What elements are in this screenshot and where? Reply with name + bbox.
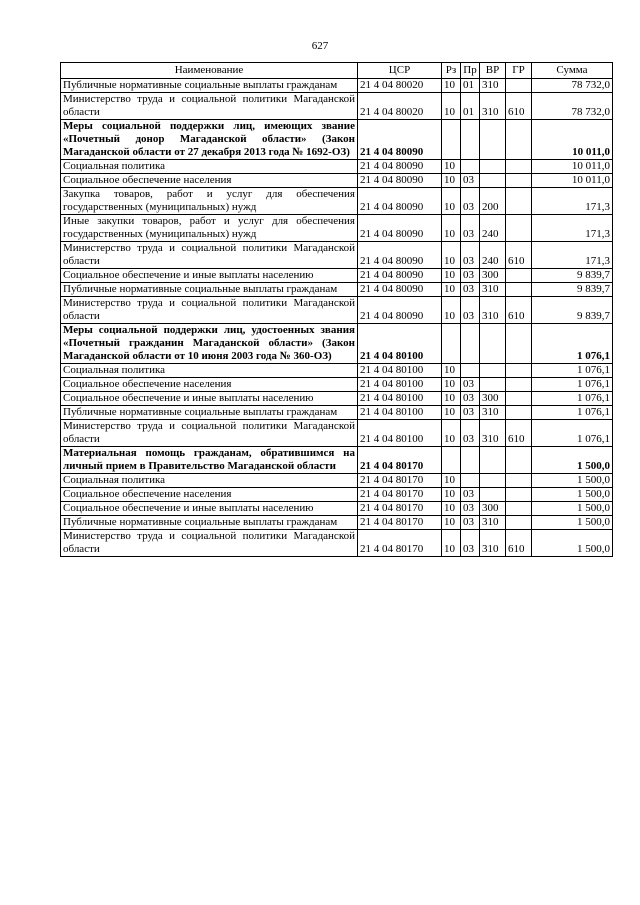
cell-pr: 03 (461, 215, 480, 242)
table-row (61, 269, 613, 283)
cell-rz (442, 120, 461, 160)
cell-name: Материальная помощь гражданам, обратившимся на личный прием в Правительство Магаданской области (61, 447, 358, 474)
table-row (61, 447, 613, 474)
cell-rz: 10 (442, 283, 461, 297)
col-header-gr: ГР (506, 63, 532, 79)
cell-rz: 10 (442, 420, 461, 447)
cell-gr (506, 392, 532, 406)
cell-sum: 1 500,0 (532, 502, 613, 516)
cell-pr: 03 (461, 502, 480, 516)
table-row (61, 530, 613, 557)
cell-rz: 10 (442, 502, 461, 516)
cell-rz: 10 (442, 93, 461, 120)
cell-gr (506, 378, 532, 392)
cell-name: Социальное обеспечение населения (61, 488, 358, 502)
cell-pr: 03 (461, 516, 480, 530)
cell-sum: 9 839,7 (532, 269, 613, 283)
cell-rz: 10 (442, 364, 461, 378)
cell-sum: 171,3 (532, 188, 613, 215)
cell-sum: 1 076,1 (532, 324, 613, 364)
cell-vr (480, 488, 506, 502)
table-row (61, 188, 613, 215)
cell-vr: 310 (480, 93, 506, 120)
cell-sum: 171,3 (532, 242, 613, 269)
cell-vr: 310 (480, 530, 506, 557)
table-row (61, 420, 613, 447)
cell-csr: 21 4 04 80090 (358, 215, 442, 242)
cell-csr: 21 4 04 80100 (358, 420, 442, 447)
cell-csr: 21 4 04 80170 (358, 474, 442, 488)
cell-sum: 78 732,0 (532, 79, 613, 93)
cell-name: Социальное обеспечение населения (61, 174, 358, 188)
cell-gr (506, 488, 532, 502)
cell-gr: 610 (506, 93, 532, 120)
cell-name: Иные закупки товаров, работ и услуг для обеспечения государственных (муниципальных) нужд (61, 215, 358, 242)
cell-csr: 21 4 04 80100 (358, 392, 442, 406)
cell-csr: 21 4 04 80100 (358, 406, 442, 420)
col-header-pr: Пр (461, 63, 480, 79)
table-row (61, 324, 613, 364)
cell-name: Министерство труда и социальной политики Магаданской области (61, 242, 358, 269)
table-row (61, 516, 613, 530)
cell-name: Меры социальной поддержки лиц, имеющих звание «Почетный донор Магаданской области» (Закон Магаданской области от 27 декабря 2013 года № 1692-ОЗ) (61, 120, 358, 160)
cell-sum: 1 076,1 (532, 378, 613, 392)
cell-rz: 10 (442, 516, 461, 530)
cell-sum: 9 839,7 (532, 297, 613, 324)
cell-gr: 610 (506, 242, 532, 269)
table-row (61, 297, 613, 324)
cell-name: Публичные нормативные социальные выплаты гражданам (61, 406, 358, 420)
cell-sum: 10 011,0 (532, 120, 613, 160)
cell-name: Меры социальной поддержки лиц, удостоенных звания «Почетный гражданин Магаданской области» (Закон Магаданской области от 10 июня 2003 года № 360-ОЗ) (61, 324, 358, 364)
cell-sum: 1 500,0 (532, 488, 613, 502)
cell-pr (461, 447, 480, 474)
cell-rz: 10 (442, 488, 461, 502)
cell-gr: 610 (506, 420, 532, 447)
page-number: 627 (311, 40, 329, 52)
cell-name: Социальное обеспечение населения (61, 378, 358, 392)
cell-pr: 03 (461, 378, 480, 392)
table-row (61, 502, 613, 516)
table-row (61, 242, 613, 269)
cell-sum: 10 011,0 (532, 160, 613, 174)
cell-rz (442, 447, 461, 474)
table-header-row (61, 63, 613, 79)
cell-gr (506, 502, 532, 516)
cell-sum: 78 732,0 (532, 93, 613, 120)
cell-rz: 10 (442, 188, 461, 215)
cell-rz: 10 (442, 297, 461, 324)
col-header-name: Наименование (61, 63, 358, 79)
cell-vr: 240 (480, 215, 506, 242)
cell-sum: 1 076,1 (532, 364, 613, 378)
cell-name: Социальное обеспечение и иные выплаты населению (61, 502, 358, 516)
table-body (61, 79, 613, 557)
cell-vr (480, 378, 506, 392)
table-row (61, 120, 613, 160)
cell-vr: 310 (480, 516, 506, 530)
col-header-rz: Рз (442, 63, 461, 79)
cell-vr: 300 (480, 392, 506, 406)
cell-rz: 10 (442, 242, 461, 269)
cell-pr (461, 324, 480, 364)
cell-csr: 21 4 04 80020 (358, 79, 442, 93)
cell-sum: 1 076,1 (532, 392, 613, 406)
cell-vr: 310 (480, 297, 506, 324)
cell-name: Публичные нормативные социальные выплаты гражданам (61, 516, 358, 530)
cell-rz: 10 (442, 530, 461, 557)
cell-csr: 21 4 04 80090 (358, 297, 442, 324)
table-row (61, 392, 613, 406)
cell-vr (480, 160, 506, 174)
cell-pr (461, 364, 480, 378)
cell-vr: 300 (480, 502, 506, 516)
cell-gr (506, 188, 532, 215)
cell-csr: 21 4 04 80090 (358, 160, 442, 174)
cell-gr (506, 364, 532, 378)
cell-pr (461, 120, 480, 160)
cell-name: Социальная политика (61, 160, 358, 174)
cell-vr: 300 (480, 269, 506, 283)
cell-gr (506, 269, 532, 283)
cell-pr: 03 (461, 488, 480, 502)
cell-vr: 310 (480, 406, 506, 420)
cell-vr (480, 447, 506, 474)
budget-table (60, 62, 613, 557)
cell-vr (480, 120, 506, 160)
cell-gr (506, 79, 532, 93)
cell-csr: 21 4 04 80090 (358, 188, 442, 215)
cell-vr: 200 (480, 188, 506, 215)
cell-pr: 03 (461, 269, 480, 283)
table-row (61, 474, 613, 488)
col-header-sum: Сумма (532, 63, 613, 79)
table-row (61, 364, 613, 378)
cell-csr: 21 4 04 80090 (358, 269, 442, 283)
cell-vr (480, 364, 506, 378)
cell-pr: 03 (461, 392, 480, 406)
col-header-vr: ВР (480, 63, 506, 79)
cell-csr: 21 4 04 80090 (358, 242, 442, 269)
cell-csr: 21 4 04 80090 (358, 174, 442, 188)
cell-pr: 03 (461, 406, 480, 420)
col-header-csr: ЦСР (358, 63, 442, 79)
cell-pr: 03 (461, 174, 480, 188)
cell-vr (480, 174, 506, 188)
cell-rz: 10 (442, 392, 461, 406)
cell-rz (442, 324, 461, 364)
cell-sum: 10 011,0 (532, 174, 613, 188)
cell-gr (506, 447, 532, 474)
cell-csr: 21 4 04 80170 (358, 488, 442, 502)
cell-pr: 03 (461, 283, 480, 297)
cell-rz: 10 (442, 474, 461, 488)
cell-vr: 310 (480, 283, 506, 297)
cell-csr: 21 4 04 80100 (358, 324, 442, 364)
cell-gr (506, 160, 532, 174)
cell-gr (506, 516, 532, 530)
table-row (61, 488, 613, 502)
cell-rz: 10 (442, 79, 461, 93)
cell-rz: 10 (442, 215, 461, 242)
cell-name: Министерство труда и социальной политики Магаданской области (61, 93, 358, 120)
cell-vr: 310 (480, 79, 506, 93)
cell-name: Социальное обеспечение и иные выплаты населению (61, 392, 358, 406)
cell-gr: 610 (506, 297, 532, 324)
cell-csr: 21 4 04 80020 (358, 93, 442, 120)
table-row (61, 174, 613, 188)
cell-sum: 1 500,0 (532, 530, 613, 557)
cell-vr: 310 (480, 420, 506, 447)
cell-pr: 01 (461, 79, 480, 93)
table-row (61, 93, 613, 120)
table-row (61, 160, 613, 174)
cell-name: Социальная политика (61, 364, 358, 378)
cell-vr: 240 (480, 242, 506, 269)
cell-csr: 21 4 04 80100 (358, 364, 442, 378)
cell-vr (480, 474, 506, 488)
cell-csr: 21 4 04 80170 (358, 530, 442, 557)
cell-vr (480, 324, 506, 364)
cell-csr: 21 4 04 80170 (358, 447, 442, 474)
cell-sum: 1 500,0 (532, 447, 613, 474)
cell-name: Закупка товаров, работ и услуг для обеспечения государственных (муниципальных) нужд (61, 188, 358, 215)
cell-gr (506, 324, 532, 364)
cell-name: Министерство труда и социальной политики Магаданской области (61, 297, 358, 324)
cell-rz: 10 (442, 269, 461, 283)
cell-name: Социальное обеспечение и иные выплаты населению (61, 269, 358, 283)
cell-sum: 1 076,1 (532, 420, 613, 447)
cell-name: Министерство труда и социальной политики Магаданской области (61, 530, 358, 557)
table-row (61, 215, 613, 242)
cell-pr: 03 (461, 242, 480, 269)
cell-rz: 10 (442, 378, 461, 392)
cell-sum: 1 076,1 (532, 406, 613, 420)
cell-gr (506, 215, 532, 242)
cell-name: Публичные нормативные социальные выплаты гражданам (61, 79, 358, 93)
cell-pr: 03 (461, 420, 480, 447)
cell-gr: 610 (506, 530, 532, 557)
cell-pr (461, 160, 480, 174)
cell-pr: 03 (461, 297, 480, 324)
cell-pr: 01 (461, 93, 480, 120)
cell-gr (506, 474, 532, 488)
cell-name: Министерство труда и социальной политики Магаданской области (61, 420, 358, 447)
cell-rz: 10 (442, 160, 461, 174)
table-row (61, 406, 613, 420)
cell-pr: 03 (461, 530, 480, 557)
cell-csr: 21 4 04 80170 (358, 502, 442, 516)
cell-gr (506, 174, 532, 188)
cell-gr (506, 406, 532, 420)
table-row (61, 378, 613, 392)
cell-sum: 171,3 (532, 215, 613, 242)
cell-name: Публичные нормативные социальные выплаты гражданам (61, 283, 358, 297)
cell-pr: 03 (461, 188, 480, 215)
cell-name: Социальная политика (61, 474, 358, 488)
cell-csr: 21 4 04 80090 (358, 283, 442, 297)
cell-pr (461, 474, 480, 488)
cell-gr (506, 283, 532, 297)
cell-rz: 10 (442, 174, 461, 188)
cell-sum: 1 500,0 (532, 474, 613, 488)
cell-rz: 10 (442, 406, 461, 420)
cell-csr: 21 4 04 80170 (358, 516, 442, 530)
cell-gr (506, 120, 532, 160)
table-row (61, 79, 613, 93)
cell-csr: 21 4 04 80100 (358, 378, 442, 392)
cell-sum: 9 839,7 (532, 283, 613, 297)
cell-csr: 21 4 04 80090 (358, 120, 442, 160)
cell-sum: 1 500,0 (532, 516, 613, 530)
table-row (61, 283, 613, 297)
